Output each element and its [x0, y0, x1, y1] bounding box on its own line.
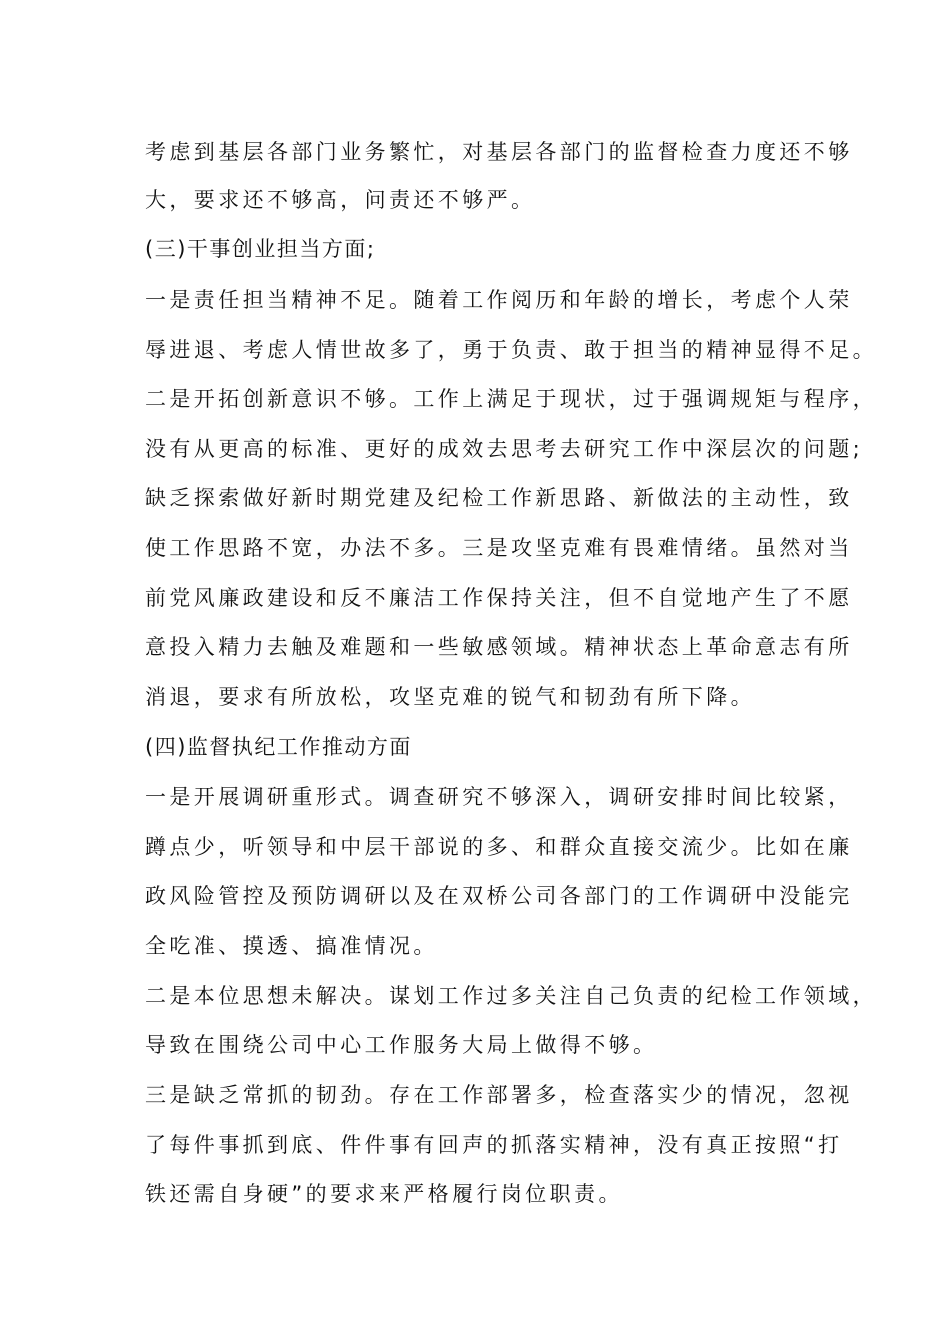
body-line: 大，要求还不够高，问责还不够严。 — [145, 188, 536, 212]
body-line: 全吃准、摸透、搞准情况。 — [145, 934, 438, 958]
section-heading: (三)干事创业担当方面; — [145, 237, 376, 261]
body-line: 铁还需自身硬”的要求来严格履行岗位职责。 — [145, 1182, 623, 1206]
body-line: 了每件事抓到底、件件事有回声的抓落实精神，没有真正按照“打 — [145, 1133, 843, 1157]
body-line: 辱进退、考虑人情世故多了，勇于负责、敢于担当的精神显得不足。 — [145, 338, 877, 362]
section-heading: (四)监督执纪工作推动方面 — [145, 735, 412, 759]
body-line: 蹲点少，听领导和中层干部说的多、和群众直接交流少。比如在廉 — [145, 835, 853, 859]
body-line: 三是缺乏常抓的韧劲。存在工作部署多，检查落实少的情况，忽视 — [145, 1083, 853, 1107]
body-line: 没有从更高的标准、更好的成效去思考去研究工作中深层次的问题; — [145, 437, 864, 461]
body-line: 考虑到基层各部门业务繁忙，对基层各部门的监督检查力度还不够 — [145, 140, 853, 164]
body-line: 一是开展调研重形式。调查研究不够深入，调研安排时间比较紧， — [145, 785, 853, 809]
body-line: 二是开拓创新意识不够。工作上满足于现状，过于强调规矩与程序， — [145, 387, 877, 411]
body-line: 消退，要求有所放松，攻坚克难的锐气和韧劲有所下降。 — [145, 685, 755, 709]
body-line: 导致在围绕公司中心工作服务大局上做得不够。 — [145, 1033, 658, 1057]
body-line: 使工作思路不宽，办法不多。三是攻坚克难有畏难情绪。虽然对当 — [145, 536, 853, 560]
body-line: 前党风廉政建设和反不廉洁工作保持关注，但不自觉地产生了不愿 — [145, 586, 853, 610]
body-line: 政风险管控及预防调研以及在双桥公司各部门的工作调研中没能完 — [145, 884, 853, 908]
body-line: 意投入精力去触及难题和一些敏感领域。精神状态上革命意志有所 — [145, 635, 853, 659]
body-line: 一是责任担当精神不足。随着工作阅历和年龄的增长，考虑个人荣 — [145, 288, 853, 312]
body-line: 二是本位思想未解决。谋划工作过多关注自己负责的纪检工作领域， — [145, 984, 877, 1008]
body-line: 缺乏探索做好新时期党建及纪检工作新思路、新做法的主动性，致 — [145, 486, 853, 510]
